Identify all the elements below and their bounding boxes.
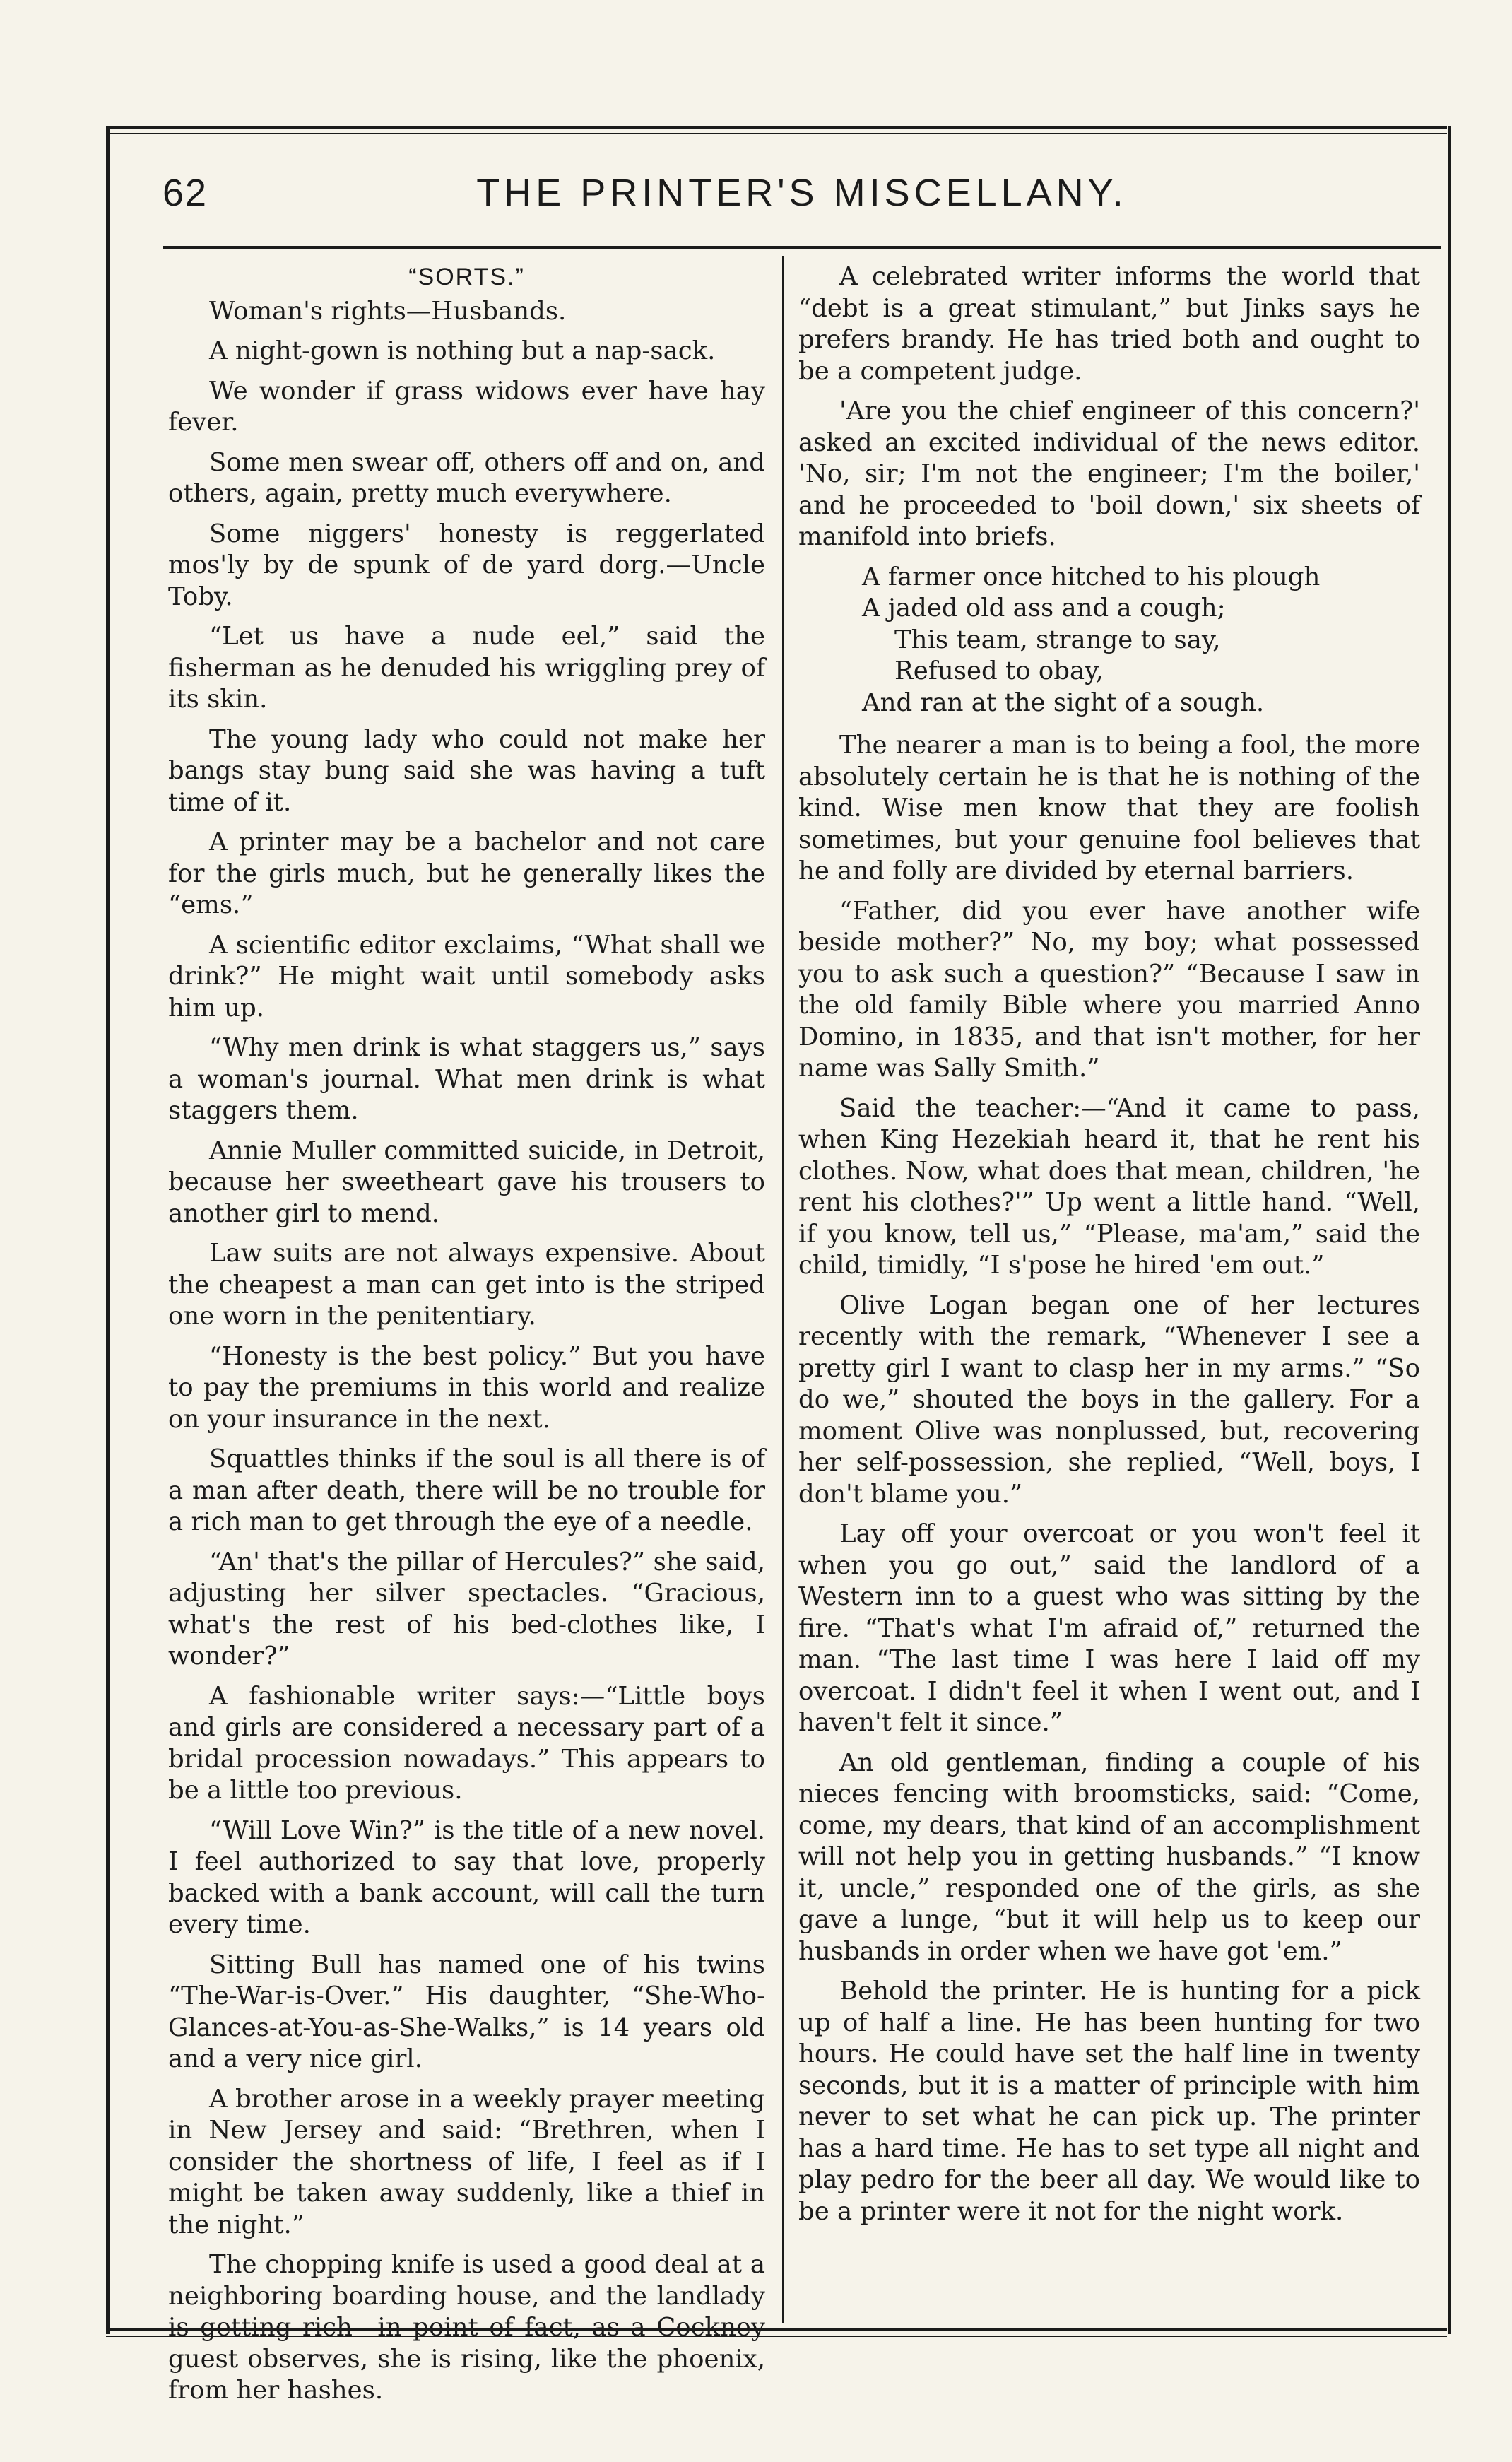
paragraph: The chopping knife is used a good deal at a neighboring boarding house, and the landlady is getting rich—in point of fact, as a Cockney guest observes, she is rising, like the phoenix, from her hashes.	[168, 2250, 765, 2405]
paragraph: A brother arose in a weekly prayer meeting in New Jersey and said: “Brethren, when I consider the shortness of life, I feel as if I might be taken away suddenly, like a thief in the night.”	[168, 2084, 765, 2239]
paragraph: “Why men drink is what staggers us,” says a woman's journal. What men drink is what staggers them.	[168, 1033, 765, 1125]
paragraph: Sitting Bull has named one of his twins “The-War-is-Over.” His daughter, “She-Who-Glances-at-You-as-She-Walks,” is 14 years old and a very nice girl.	[168, 1950, 765, 2073]
paragraph: A scientific editor exclaims, “What shall we drink?” He might wait until somebody asks him up.	[168, 930, 765, 1023]
page-header	[163, 164, 1441, 232]
paragraph: Olive Logan began one of her lectures recently with the remark, “Whenever I see a pretty girl I want to clasp her in my arms.” “So do we,” shouted the boys in the gallery. For a moment Olive was nonplussed, but, recovering her self-possession, she replied, “Well, boys, I don't blame you.”	[798, 1290, 1420, 1509]
paragraph: 'Are you the chief engineer of this concern?' asked an excited individual of the news editor. 'No, sir; I'm not the engineer; I'm the boiler,' and he proceeded to 'boil down,' six sheets of manifold into briefs.	[798, 396, 1420, 551]
bottom-border-rule	[106, 2328, 1447, 2331]
paragraph: Some niggers' honesty is reggerlated mos'ly by de spunk of de yard dorg.—Uncle Toby.	[168, 519, 765, 611]
paragraph: The nearer a man is to being a fool, the more absolutely certain he is that he is nothing of the kind. Wise men know that they are foolish sometimes, but your genuine fool believes that he and folly are divided by eternal barriers.	[798, 731, 1420, 885]
paragraph: Law suits are not always expensive. About the cheapest a man can get into is the striped one worn in the penitentiary.	[168, 1239, 765, 1331]
column-divider	[782, 256, 784, 2323]
paragraph: Said the teacher:—“And it came to pass, when King Hezekiah heard it, that he rent his clothes. Now, what does that mean, children, 'he rent his clothes?'” Up went a little hand. “Well, if you know, tell us,” “Please, ma'am,” said the child, timidly, “I s'pose he hired 'em out.”	[798, 1093, 1420, 1280]
verse-line: And ran at the sight of a sough.	[862, 688, 1265, 717]
section-title: “SORTS.”	[408, 264, 525, 290]
paragraph: A celebrated writer informs the world that “debt is a great stimulant,” but Jinks says he prefers brandy. He has tried both and ought to be a competent judge.	[798, 262, 1420, 386]
paragraph: Lay off your overcoat or you won't feel it when you go out,” said the landlord of a Western inn to a guest who was sitting by the fire. “That's what I'm afraid of,” returned the man. “The last time I was here I laid off my overcoat. I didn't feel it when I went out, and I haven't felt it since.”	[798, 1519, 1420, 1737]
verse-line: A jaded old ass and a cough;	[862, 594, 1226, 623]
paragraph: An old gentleman, finding a couple of his nieces fencing with broomsticks, said: “Come, come, my dears, that kind of an accomplishment will not help you in getting husbands.” “I know it, uncle,” responded one of the girls, as she gave a lunge, “but it will help us to keep our husbands in order when we have got 'em.”	[798, 1748, 1420, 1966]
paragraph: The young lady who could not make her bangs stay bung said she was having a tuft time of it.	[168, 724, 765, 817]
paragraph: Some men swear off, others off and on, and others, again, pretty much everywhere.	[168, 447, 765, 508]
left-column	[168, 261, 765, 2405]
header-rule	[163, 246, 1441, 249]
paragraph: “Will Love Win?” is the title of a new novel. I feel authorized to say that love, properly backed with a bank account, will call the turn every time.	[168, 1815, 765, 1939]
paragraph: “An' that's the pillar of Hercules?” she said, adjusting her silver spectacles. “Gracious, what's the rest of his bed-clothes like, I wonder?”	[168, 1547, 765, 1671]
verse-line: This team, strange to say,	[894, 625, 1221, 654]
paragraph: Annie Muller committed suicide, in Detroit, because her sweetheart gave his trousers to another girl to mend.	[168, 1136, 765, 1228]
verse	[798, 562, 1420, 719]
paragraph: We wonder if grass widows ever have hay fever.	[168, 376, 765, 437]
paragraph: Squattles thinks if the soul is all there is of a man after death, there will be no trouble for a rich man to get through the eye of a needle.	[168, 1444, 765, 1536]
paragraph: Woman's rights—Husbands.	[209, 296, 567, 326]
paragraph: “Father, did you ever have another wife beside mother?” No, my boy; what possessed you to ask such a question?” “Because I saw in the old family Bible where you married Anno Domino, in 1835, and that isn't mother, for her name was Sally Smith.”	[798, 896, 1420, 1083]
verse-line: Refused to obay,	[894, 656, 1104, 685]
verse-line: A farmer once hitched to his plough	[862, 562, 1321, 591]
page-number: 62	[163, 172, 208, 214]
paragraph: A night-gown is nothing but a nap-sack.	[209, 336, 716, 365]
paragraph: A printer may be a bachelor and not care for the girls much, but he generally likes the “ems.”	[168, 827, 765, 919]
paragraph: A fashionable writer says:—“Little boys and girls are considered a necessary part of a bridal procession nowadays.” This appears to be a little too previous.	[168, 1681, 765, 1805]
paragraph: Behold the printer. He is hunting for a pick up of half a line. He has been hunting for two hours. He could have set the half line in twenty seconds, but it is a matter of principle with him never to set what he can pick up. The printer has a hard time. He has to set type all night and play pedro for the beer all day. We would like to be a printer were it not for the night work.	[798, 1977, 1420, 2226]
paragraph: “Honesty is the best policy.” But you have to pay the premiums in this world and realize on your insurance in the next.	[168, 1341, 765, 1434]
right-column	[798, 261, 1420, 2318]
bottom-border-rule-inner	[106, 2336, 1447, 2337]
running-title: THE PRINTER'S MISCELLANY.	[476, 172, 1128, 214]
paragraph: “Let us have a nude eel,” said the fisherman as he denuded his wriggling prey of its skin.	[168, 622, 765, 714]
